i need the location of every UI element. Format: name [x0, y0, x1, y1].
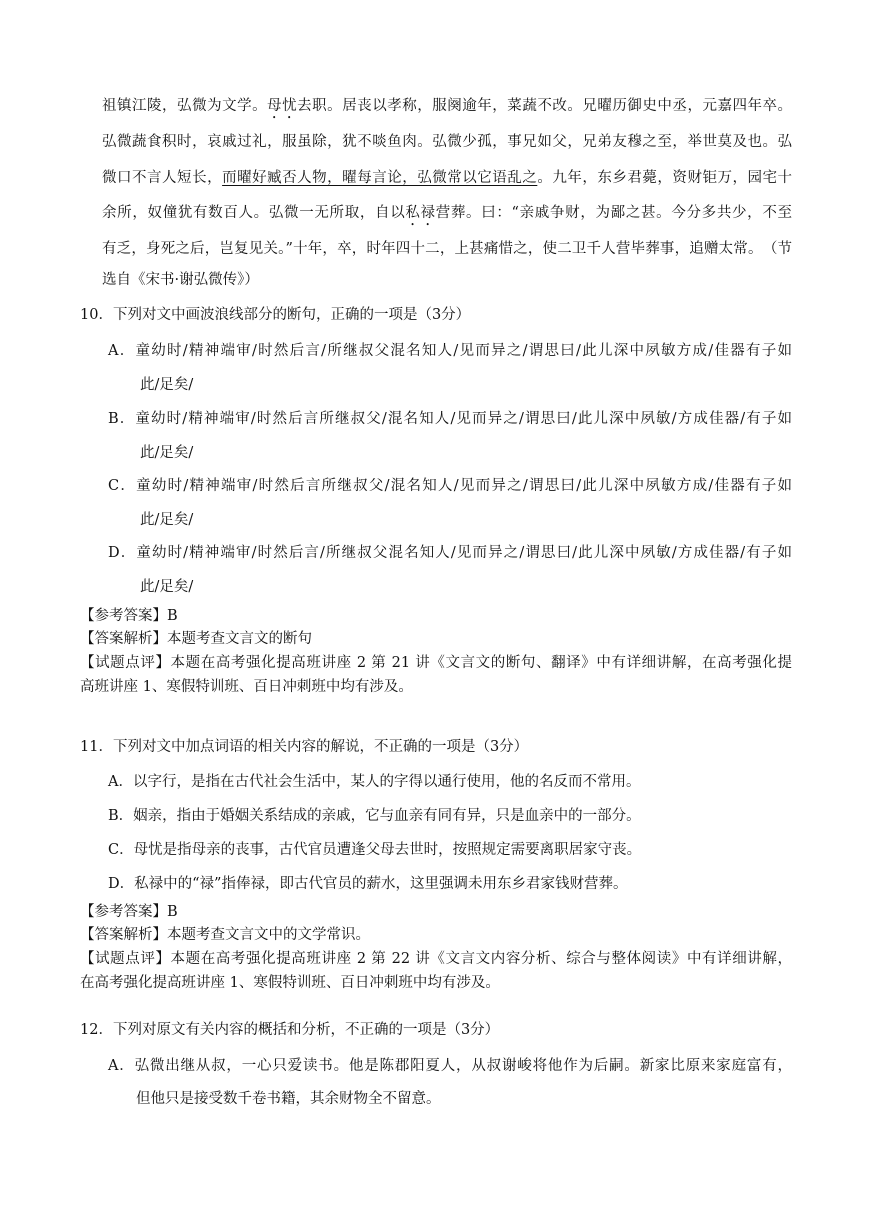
- q12-option-a-cont: 但他只是接受数千卷书籍，其余财物全不留意。: [136, 1091, 441, 1107]
- emphasized-term-mu-you: 母忧: [267, 98, 298, 114]
- underlined-sentence: 而曜好臧否人物，曜每言论，弘微常以它语乱之: [222, 170, 538, 186]
- question-12-stem: 12．下列对原文有关内容的概括和分析，不正确的一项是（3分）: [80, 1022, 500, 1038]
- q10-answer: 【参考答案】B: [80, 608, 178, 624]
- passage-line-2: 弘微蔬食积时，哀戚过礼，服虽除，犹不啖鱼肉。弘微少孤，事兄如父，兄弟友穆之至，举世莫及也。弘: [102, 134, 792, 150]
- q10-option-a-cont: 此/足矣/: [140, 377, 194, 393]
- q11-option-d: D．私禄中的“禄”指俸禄，即古代官员的薪水，这里强调未用东乡君家钱财营葬。: [108, 876, 628, 892]
- q10-option-c-cont: 此/足矣/: [140, 512, 194, 528]
- q11-answer: 【参考答案】B: [80, 904, 178, 920]
- q10-comment-cont: 高班讲座 1、寒假特训班、百日冲刺班中均有涉及。: [80, 679, 413, 695]
- question-10-stem: 10．下列对文中画波浪线部分的断句，正确的一项是（3分）: [80, 307, 471, 323]
- q10-analysis: 【答案解析】本题考查文言文的断句: [80, 631, 312, 647]
- q10-option-d-cont: 此/足矣/: [140, 579, 194, 595]
- q10-comment: 【试题点评】本题在高考强化提高班讲座 2 第 21 讲《文言文的断句、翻译》中有详细讲解，在高考强化提: [80, 655, 792, 671]
- question-11-stem: 11．下列对文中加点词语的相关内容的解说，不正确的一项是（3分）: [80, 739, 529, 755]
- q11-comment-cont: 在高考强化提高班讲座 1、寒假特训班、百日冲刺班中均有涉及。: [80, 975, 500, 991]
- q11-option-b: B．姻亲，指由于婚姻关系结成的亲戚，它与血亲有同有异，只是血亲中的一部分。: [108, 808, 641, 824]
- q10-option-a: A．童幼时/精神端审/时然后言/所继叔父混名知人/见而异之/谓思曰/此儿深中夙敏方成/佳器有子如: [108, 343, 792, 359]
- passage-line-5: 有乏，身死之后，岂复见关。”十年，卒，时年四十二，上甚痛惜之，使二卫千人营毕葬事，追赠太常。 （节: [102, 241, 792, 257]
- passage-line-1: 祖镇江陵，弘微为文学。母忧去职。居丧以孝称，服阕逾年，菜蔬不改。兄曜历御史中丞，元嘉四年卒。: [102, 98, 793, 114]
- passage-line-3: 微口不言人短长，而曜好臧否人物，曜每言论，弘微常以它语乱之。九年，东乡君薨，资财钜万，园宅十: [102, 170, 793, 186]
- passage-source: 选自《宋书·谢弘微传》）: [102, 272, 259, 288]
- q11-analysis: 【答案解析】本题考查文言文中的文学常识。: [80, 927, 370, 943]
- q10-option-d: D．童幼时/精神端审/时然后言/所继叔父混名知人/见而异之/谓思曰/此儿深中夙敏/方成佳器/有子如: [108, 545, 792, 561]
- q10-option-b-cont: 此/足矣/: [140, 445, 194, 461]
- q10-option-c: C．童幼时/精神端审/时然后言所继叔父/混名知人/见而异之/谓思曰/此儿深中夙敏方成/佳器有子如: [108, 478, 792, 494]
- q12-option-a: A．弘微出继从叔，一心只爱读书。他是陈郡阳夏人，从叔谢峻将他作为后嗣。新家比原来家庭富有，: [108, 1058, 792, 1074]
- passage-line-4: 余所，奴僮犹有数百人。弘微一无所取，自以私禄营葬。曰：“亲戚争财，为鄙之甚。今分多共少，不至: [102, 205, 793, 221]
- q11-comment: 【试题点评】本题在高考强化提高班讲座 2 第 22 讲《文言文内容分析、综合与整体阅读》中有详细讲解，: [80, 951, 792, 967]
- q10-option-b: B．童幼时/精神端审/时然后言所继叔父/混名知人/见而异之/谓思曰/此儿深中夙敏/方成佳器/有子如: [108, 411, 792, 427]
- q11-option-a: A．以字行，是指在古代社会生活中，某人的字得以通行使用，他的名反而不常用。: [108, 774, 641, 790]
- emphasized-term-si-lu: 私禄: [405, 205, 436, 221]
- q11-option-c: C．母忧是指母亲的丧事，古代官员遭逢父母去世时，按照规定需要离职居家守丧。: [108, 842, 642, 858]
